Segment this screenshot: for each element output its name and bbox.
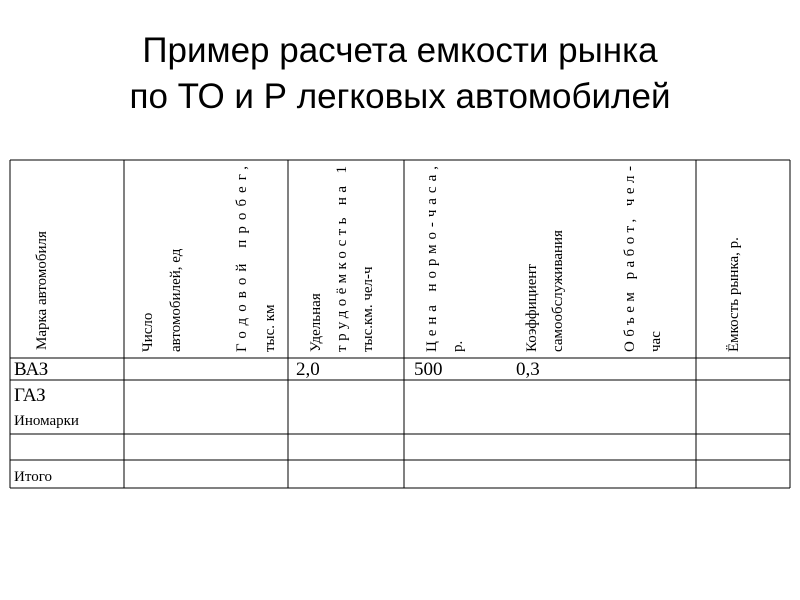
cell-brand: ГАЗ <box>14 385 46 406</box>
header-labor-line1: Удельная <box>308 293 324 352</box>
header-price-line2: р. <box>450 340 466 352</box>
title-line-1: Пример расчета емкости рынка <box>142 31 658 70</box>
header-capacity: Ёмкость рынка, р. <box>726 237 742 352</box>
table-row <box>14 359 540 380</box>
header-mileage-line1: Годовой пробег, <box>234 166 250 352</box>
table-row <box>14 385 79 429</box>
cell-brand: ВАЗ <box>14 359 49 380</box>
header-labor-line3: тыс.км. чел-ч <box>360 266 376 352</box>
header-count-line2: автомобилей, ед <box>168 248 184 352</box>
header-brand: Марка автомобиля <box>34 231 50 350</box>
header-volume-line1: Объем работ, чел- <box>622 166 638 352</box>
header-labor-line2: трудоёмкость на 1 <box>334 166 350 352</box>
header-coef-line1: Коэффициент <box>524 264 540 352</box>
table-grid <box>10 160 790 488</box>
header-mileage-line2: тыс. км <box>262 304 278 352</box>
cell-price: 500 <box>414 359 443 380</box>
table-row <box>14 469 52 485</box>
cell-labor: 2,0 <box>296 359 320 380</box>
cell-coef: 0,3 <box>516 359 540 380</box>
header-price-line1: Цена нормо-часа, <box>424 166 440 352</box>
header-count-line1: Число <box>140 312 156 352</box>
header-volume-line2: час <box>648 331 664 352</box>
cell-brand-sub: Иномарки <box>14 413 79 429</box>
cell-brand: Итого <box>14 469 52 485</box>
header-row <box>34 166 742 352</box>
title-line-2: по ТО и Р легковых автомобилей <box>129 77 671 116</box>
header-coef-line2: самообслуживания <box>550 230 566 352</box>
